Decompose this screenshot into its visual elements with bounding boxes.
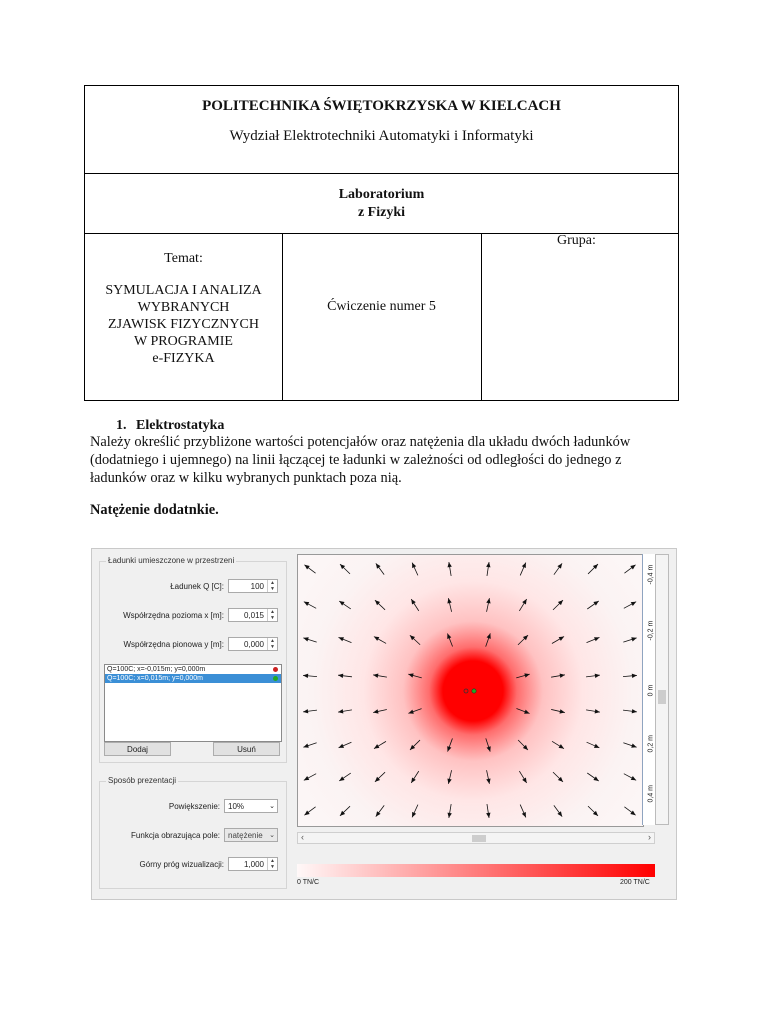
- arrow-head: [559, 744, 564, 748]
- colorbar-min-label: 0 TN/C: [297, 879, 320, 886]
- arrow-head: [303, 744, 308, 748]
- ruler-label: -0,4 m: [647, 564, 655, 585]
- topic-line: ZJAWISK FIZYCZNYCH: [108, 317, 259, 332]
- arrow-head: [486, 813, 490, 818]
- zoom-row: [169, 799, 278, 813]
- charge-value: 100: [250, 581, 264, 591]
- arrow-head: [631, 637, 636, 641]
- chevron-down-icon: ⌄: [269, 803, 275, 810]
- threshold-spinbox[interactable]: [228, 857, 278, 871]
- color-scale-bar: [297, 864, 655, 877]
- arrow-head: [593, 601, 598, 606]
- y-label: Współrzędna pionowa y [m]:: [123, 639, 224, 649]
- paragraph-line: (dodatniego i ujemnego) na linii łączącej te ładunki w zależności od odległości do jednego z: [90, 452, 622, 468]
- list-item-text: Q=100C; x=0,015m; y=0,000m: [107, 675, 203, 682]
- arrow-head: [447, 633, 451, 638]
- add-button[interactable]: Dodaj: [104, 742, 171, 756]
- spin-arrows-icon[interactable]: ▲ ▼: [267, 580, 277, 592]
- group-label: Grupa:: [557, 233, 596, 248]
- arrow-head: [487, 746, 491, 751]
- lab-line-1: Laboratorium: [338, 187, 425, 202]
- y-row: [124, 637, 279, 651]
- arrow-head: [560, 673, 565, 677]
- function-row: [131, 828, 278, 842]
- topic-line: e-FIZYKA: [152, 351, 215, 366]
- arrow-head: [631, 744, 636, 748]
- arrow-head: [557, 811, 562, 816]
- charge-marker[interactable]: [472, 689, 476, 693]
- scroll-thumb[interactable]: [472, 835, 486, 842]
- function-select[interactable]: [224, 828, 278, 842]
- arrow-head: [595, 709, 600, 713]
- subsection-title: Natężenie dodatnkie.: [90, 502, 219, 518]
- exercise-cell: [282, 233, 481, 400]
- spin-arrows-icon[interactable]: ▲ ▼: [267, 638, 277, 650]
- ruler-label: 0,2 m: [647, 734, 655, 753]
- section-heading: [116, 418, 224, 434]
- arrow-head: [374, 744, 379, 748]
- arrow-head: [522, 599, 526, 604]
- arrow-head: [630, 565, 635, 570]
- threshold-value: 1,000: [243, 859, 264, 869]
- faculty-name: Wydział Elektrotechniki Automatyki i Informatyki: [229, 128, 534, 144]
- chevron-left-icon[interactable]: ‹: [301, 832, 304, 842]
- arrow-head: [559, 636, 564, 640]
- positive-marker-icon: [273, 676, 278, 681]
- arrow-head: [376, 563, 381, 568]
- paragraph-line: Należy określić przybliżone wartości potencjałów oraz natężenia dla układu dwóch ładunków: [90, 434, 631, 450]
- ruler-label: 0 m: [647, 684, 655, 697]
- topic-line: SYMULACJA I ANALIZA: [105, 283, 262, 298]
- spin-arrows-icon[interactable]: ▲ ▼: [267, 858, 277, 870]
- topic-text: [85, 282, 282, 367]
- arrow-head: [373, 709, 378, 713]
- arrow-head: [408, 710, 413, 714]
- arrow-head: [630, 810, 635, 815]
- spin-arrows-icon[interactable]: ▲ ▼: [267, 609, 277, 621]
- horizontal-scrollbar[interactable]: [297, 832, 655, 844]
- scroll-thumb[interactable]: [658, 690, 666, 704]
- ruler-label: -0,2 m: [647, 620, 655, 641]
- arrow-head: [303, 709, 308, 713]
- exercise-number: Ćwiczenie numer 5: [327, 299, 436, 314]
- colorbar-max-label: 200 TN/C: [620, 879, 650, 886]
- x-label: Współrzędna pozioma x [m]:: [123, 610, 224, 620]
- arrow-head: [447, 746, 451, 751]
- arrow-head: [593, 776, 598, 781]
- arrow-head: [486, 779, 490, 784]
- arrow-head: [595, 674, 600, 678]
- charges-group-title: Ładunki umieszczone w przestrzeni: [108, 556, 235, 565]
- group-cell: [481, 233, 678, 400]
- list-item[interactable]: [105, 674, 281, 683]
- arrow-head: [486, 562, 490, 567]
- arrow-head: [303, 637, 308, 641]
- arrow-head: [376, 811, 381, 816]
- section-paragraph: [90, 433, 690, 487]
- header-table: [84, 85, 679, 401]
- arrow-head: [486, 598, 490, 603]
- charge-marker[interactable]: [464, 689, 468, 693]
- list-item[interactable]: [105, 665, 281, 674]
- zoom-label: Powiększenie:: [168, 801, 220, 811]
- topic-label: Temat:: [164, 251, 203, 266]
- presentation-group-title: Sposób prezentacji: [108, 776, 177, 785]
- y-value: 0,000: [243, 639, 264, 649]
- arrow-head: [487, 633, 491, 638]
- arrow-head: [522, 778, 526, 783]
- arrows-layer: [298, 555, 643, 826]
- paragraph-line: ładunków oraz w kilku wybranych punktach poza nią.: [90, 470, 402, 486]
- chevron-down-icon: ⌄: [269, 832, 275, 839]
- topic-line: W PROGRAMIE: [134, 334, 233, 349]
- arrow-head: [448, 562, 452, 567]
- arrow-head: [411, 599, 416, 604]
- charge-spinbox[interactable]: [228, 579, 278, 593]
- section-number: 1.: [116, 418, 127, 433]
- y-spinbox[interactable]: [228, 637, 278, 651]
- lab-title: [85, 186, 678, 222]
- threshold-label: Górny próg wizualizacji:: [139, 859, 224, 869]
- field-visualization[interactable]: [297, 554, 644, 827]
- ruler-label: 0,4 m: [647, 784, 655, 803]
- function-value: natężenie: [228, 830, 263, 840]
- topic-cell: [85, 233, 282, 400]
- x-spinbox[interactable]: [228, 608, 278, 622]
- charge-label: Ładunek Q [C]:: [170, 581, 224, 591]
- threshold-row: [140, 857, 278, 871]
- arrow-head: [448, 813, 452, 818]
- arrow-head: [411, 777, 416, 782]
- function-label: Funkcja obrazująca pole:: [131, 830, 220, 840]
- negative-marker-icon: [273, 667, 278, 672]
- divider: [85, 173, 678, 174]
- arrow-head: [338, 674, 343, 678]
- simulation-window: [91, 548, 677, 900]
- chevron-right-icon[interactable]: ›: [648, 832, 651, 842]
- arrow-head: [559, 709, 564, 713]
- arrow-head: [632, 709, 637, 713]
- x-row: [123, 608, 278, 622]
- charge-row: [170, 579, 278, 593]
- section-title: Elektrostatyka: [136, 418, 225, 433]
- arrow-head: [304, 565, 309, 570]
- arrow-head: [373, 674, 378, 678]
- arrow-head: [557, 563, 562, 568]
- arrow-head: [339, 776, 344, 781]
- lab-line-2: z Fizyki: [357, 205, 406, 220]
- presentation-group: [99, 776, 287, 889]
- topic-line: WYBRANYCH: [137, 300, 230, 315]
- x-value: 0,015: [243, 610, 264, 620]
- university-name: POLITECHNIKA ŚWIĘTOKRZYSKA W KIELCACH: [202, 98, 561, 114]
- arrow-head: [447, 778, 451, 783]
- list-item-text: Q=100C; x=-0,015m; y=0,000m: [107, 666, 206, 673]
- zoom-value: 10%: [228, 801, 245, 811]
- charges-list[interactable]: [104, 664, 282, 742]
- arrow-head: [447, 598, 451, 603]
- remove-button[interactable]: Usuń: [213, 742, 280, 756]
- vertical-scrollbar[interactable]: [655, 554, 669, 825]
- arrow-head: [524, 710, 529, 714]
- zoom-select[interactable]: [224, 799, 278, 813]
- arrow-head: [339, 601, 344, 606]
- arrow-head: [304, 810, 309, 815]
- arrow-head: [338, 709, 343, 713]
